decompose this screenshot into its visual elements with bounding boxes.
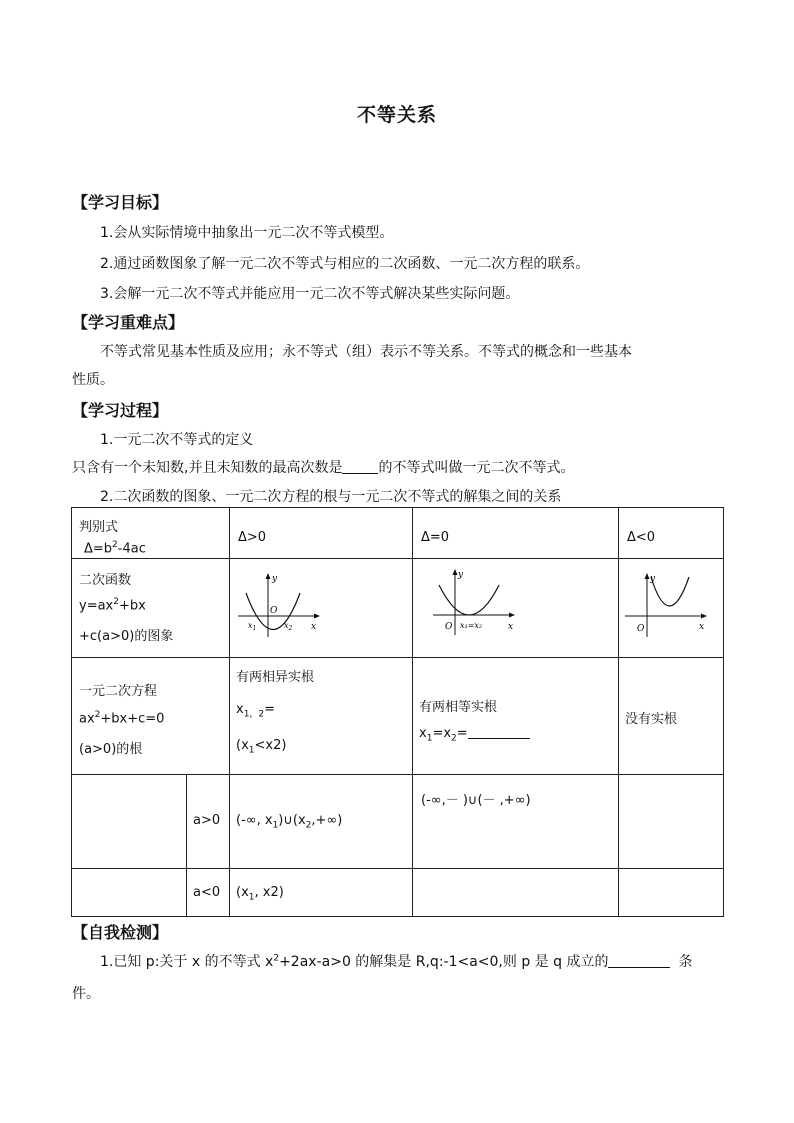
graph1-y-label: y [272, 574, 278, 584]
two-roots-order: $(x_1<x2)$ [236, 738, 287, 756]
cell-function-label [72, 559, 230, 658]
selfcheck-question-1-cont: 件。 [72, 986, 100, 1002]
definition-text-after: 的不等式叫做一元二次不等式。 [378, 460, 575, 476]
graph2-y-label: y [458, 570, 464, 580]
graph2-origin-label: O [445, 622, 453, 632]
cell-solution-blank-1 [72, 775, 187, 869]
two-roots-formula: $x_{1,2}=$ [236, 702, 276, 720]
solution-equal-roots: (-∞,－ )∪(－ ,+∞) [421, 793, 531, 808]
graph2-x-label: x [508, 622, 514, 632]
graph2-x12-label: x₁=x₂ [460, 621, 483, 630]
cell-graph-one-root [413, 559, 619, 658]
cell-delta-zero [413, 508, 619, 559]
goal-item-2: 2.通过函数图象了解一元二次不等式与相应的二次函数、一元二次方程的联系。 [100, 256, 590, 272]
graph3-origin-label: O [637, 624, 645, 634]
no-real-roots-text: 没有实根 [625, 712, 678, 727]
table-row-solution-a-positive [72, 775, 724, 869]
cell-solution-equal-roots [413, 775, 619, 869]
graph1-x-label: x [311, 622, 317, 632]
equal-roots-blank[interactable] [468, 724, 530, 739]
cell-solution-neg-two-roots [230, 869, 413, 917]
definition-blank[interactable] [342, 459, 378, 474]
cell-a-positive [187, 775, 230, 869]
a-negative-label: a<0 [193, 885, 221, 900]
cell-delta-positive [230, 508, 413, 559]
discriminant-label: 判别式 [79, 520, 119, 535]
page-title: 不等关系 [356, 104, 437, 126]
table-row-solution-a-negative [72, 869, 724, 917]
cell-delta-negative [619, 508, 724, 559]
graph3-x-label: x [699, 622, 705, 632]
goal-item-1: 1.会从实际情境中抽象出一元二次不等式模型。 [100, 225, 394, 241]
cell-equation-label [72, 658, 230, 775]
graph1-origin-label: O [270, 606, 278, 616]
cell-solution-neg-none [619, 869, 724, 917]
cell-solution-neg-equal [413, 869, 619, 917]
cell-two-distinct-roots [230, 658, 413, 775]
definition-line [72, 457, 574, 477]
parabola-one-root-graph [429, 567, 519, 637]
selfcheck-blank[interactable] [608, 953, 670, 968]
function-formula: $y=ax^2+bx$ [79, 597, 146, 614]
cell-no-real-roots [619, 658, 724, 775]
graph3-y-label: y [650, 574, 656, 584]
parabola-no-root-graph [623, 571, 713, 641]
delta-negative-label: Δ<0 [627, 530, 656, 545]
goal-item-3: 3.会解一元二次不等式并能应用一元二次不等式解决某些实际问题。 [100, 286, 520, 302]
keypoints-line-2: 性质。 [72, 372, 114, 388]
process-heading: 【学习过程】 [72, 401, 169, 420]
cell-solution-no-roots [619, 775, 724, 869]
goals-heading: 【学习目标】 [72, 193, 169, 212]
function-formula-cont: +c(a>0)的图象 [79, 629, 174, 644]
process-item-1: 1.一元二次不等式的定义 [100, 432, 254, 448]
graph1-x2-label: $x_2$ [284, 621, 293, 632]
selfcheck-heading: 【自我检测】 [72, 923, 169, 942]
process-item-2: 2.二次函数的图象、一元二次方程的根与一元二次不等式的解集之间的关系 [100, 489, 562, 505]
two-distinct-roots-text: 有两相异实根 [236, 670, 315, 685]
cell-two-equal-roots [413, 658, 619, 775]
relation-table [71, 507, 724, 917]
equation-formula: $ax^2+bx+c=0$ [79, 710, 165, 727]
cell-graph-two-roots [230, 559, 413, 658]
two-equal-roots-text: 有两相等实根 [419, 700, 498, 715]
cell-discriminant-label [72, 508, 230, 559]
definition-text-before: 只含有一个未知数,并且未知数的最高次数是 [72, 460, 343, 476]
cell-a-negative [187, 869, 230, 917]
table-row-discriminant [72, 508, 724, 559]
cell-graph-no-root [619, 559, 724, 658]
keypoints-heading: 【学习重难点】 [72, 313, 185, 332]
equation-roots-label: (a>0)的根 [79, 742, 143, 757]
graph1-x1-label: $x_1$ [248, 621, 257, 632]
cell-solution-blank-2 [72, 869, 187, 917]
parabola-two-roots-graph [234, 571, 324, 641]
solution-neg-two-roots: ($x_1$, x2) [236, 885, 284, 903]
cell-solution-two-roots [230, 775, 413, 869]
solution-two-roots: (-∞, $x_1)\cup(x_2,+\infty)$ [236, 813, 343, 831]
table-row-quadratic-equation [72, 658, 724, 775]
selfcheck-question-1: 1.已知 p:关于 x 的不等式 $x^2+2ax-a>0$ 的解集是 R,q:-1<a<0,则 p 是 q 成立的 条 [100, 953, 693, 970]
equal-roots-formula: $x_1=x_2=$ [419, 724, 530, 744]
a-positive-label: a>0 [193, 813, 221, 828]
discriminant-formula: $\Delta=b^2-4ac$ [84, 540, 146, 557]
equation-label: 一元二次方程 [79, 684, 158, 699]
delta-zero-label: Δ=0 [421, 530, 450, 545]
function-label: 二次函数 [79, 573, 132, 588]
delta-positive-label: Δ>0 [238, 530, 267, 545]
keypoints-line-1: 不等式常见基本性质及应用；永不等式（组）表示不等关系。不等式的概念和一些基本 [100, 344, 632, 360]
table-row-quadratic-function [72, 559, 724, 658]
